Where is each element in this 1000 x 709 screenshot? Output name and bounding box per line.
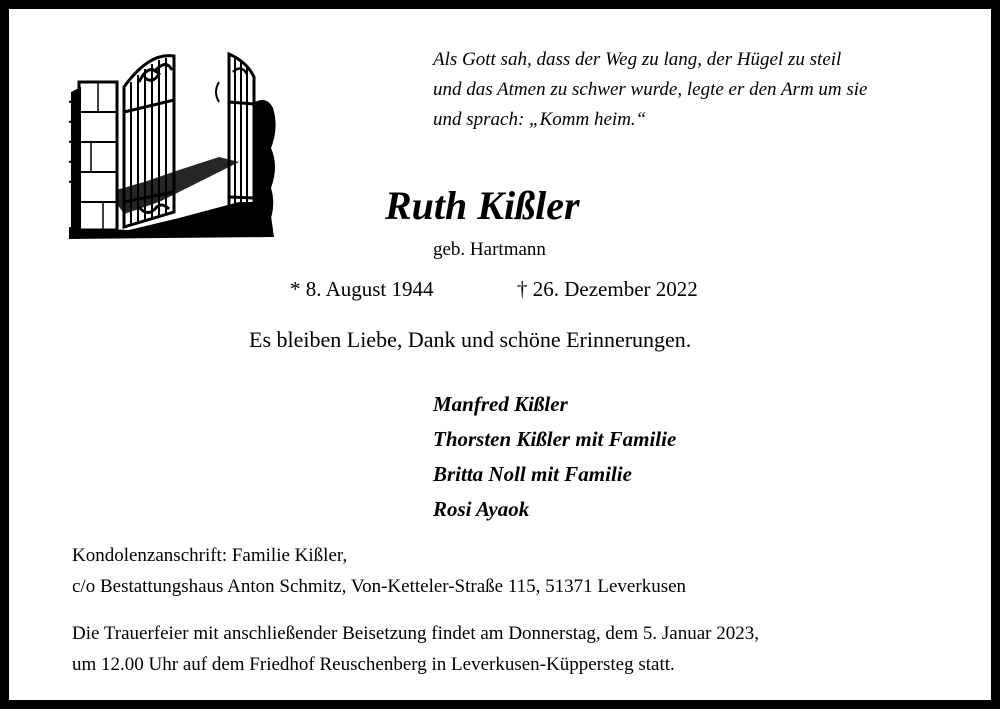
condolence-line: c/o Bestattungshaus Anton Schmitz, Von-Ketteler-Straße 115, 51371 Leverkusen <box>72 576 687 597</box>
quote <box>433 45 973 135</box>
quote-line: Als Gott sah, dass der Weg zu lang, der Hügel zu steil <box>433 49 842 70</box>
born-name: geb. Hartmann <box>433 239 546 260</box>
death-date: † 26. Dezember 2022 <box>517 277 698 301</box>
service-line: um 12.00 Uhr auf dem Friedhof Reuschenberg in Leverkusen-Küppersteg statt. <box>72 654 675 675</box>
funeral-service-info <box>72 618 759 680</box>
service-line: Die Trauerfeier mit anschließender Beisetzung findet am Donnerstag, dem 5. Januar 2023, <box>72 623 759 644</box>
mourner-name: Rosi Ayaok <box>433 497 530 521</box>
condolence-address <box>72 540 686 602</box>
memorial-motto: Es bleiben Liebe, Dank und schöne Erinnerungen. <box>249 327 692 352</box>
deceased-name: Ruth Kißler <box>385 183 580 228</box>
obituary-notice <box>9 9 991 700</box>
birth-date: * 8. August 1944 <box>290 277 434 301</box>
quote-line: und das Atmen zu schwer wurde, legte er den Arm um sie <box>433 79 868 100</box>
condolence-line: Kondolenzanschrift: Familie Kißler, <box>72 545 348 566</box>
mourners-list <box>433 387 676 527</box>
mourner-name: Thorsten Kißler mit Familie <box>433 427 677 451</box>
mourner-name: Manfred Kißler <box>433 392 568 416</box>
quote-line: und sprach: „Komm heim.“ <box>433 109 647 130</box>
open-gate-icon <box>69 42 279 242</box>
mourner-name: Britta Noll mit Familie <box>433 462 632 486</box>
